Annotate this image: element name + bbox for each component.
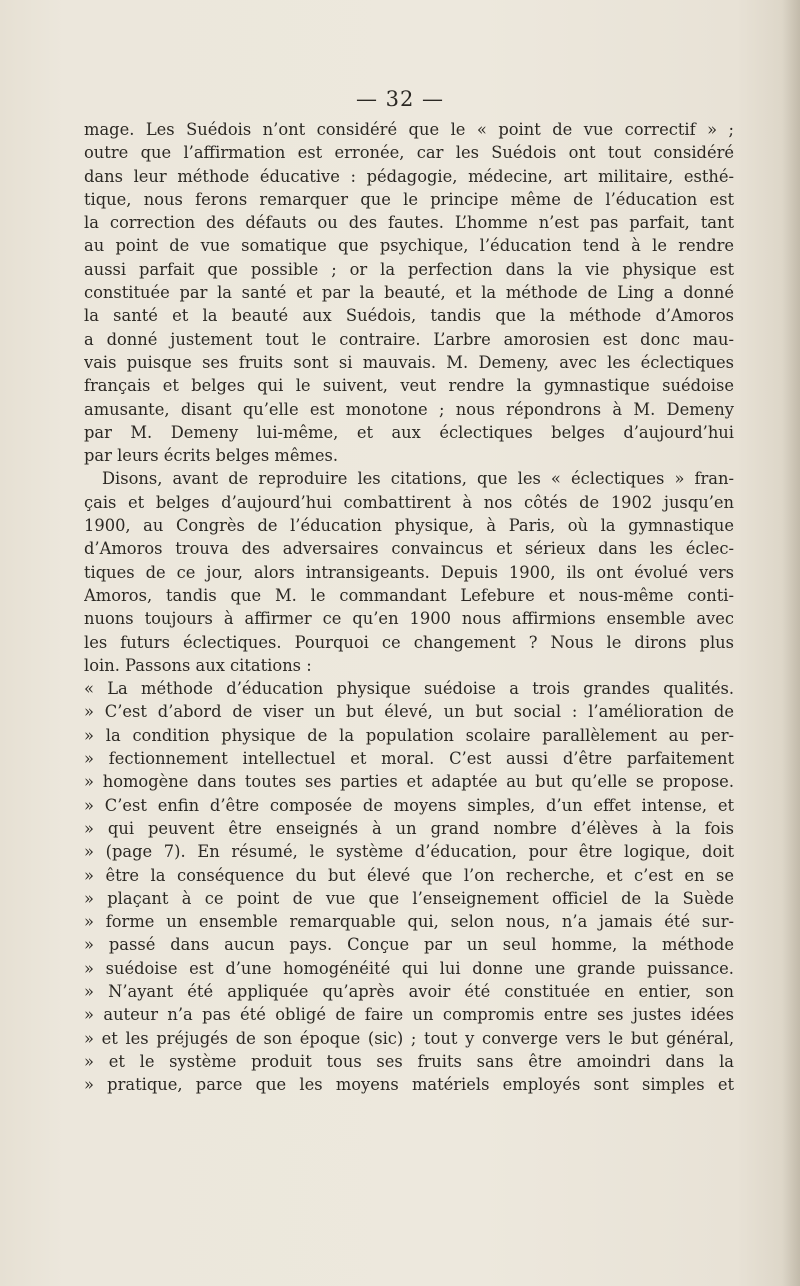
text-line: mage. Les Suédois n’ont considéré que le « point de vue correctif » ; xyxy=(84,120,734,139)
text-line: loin. Passons aux citations : xyxy=(84,655,312,675)
text-line: » qui peuvent être enseignés à un grand nombre d’élèves à la fois xyxy=(84,818,734,838)
text-line: » la condition physique de la population scolaire parallèlement au per- xyxy=(84,725,734,745)
text-line: » N’ayant été appliquée qu’après avoir été constituée en entier, son xyxy=(84,981,734,1001)
text-line: tiques de ce jour, alors intransigeants. Depuis 1900, ils ont évolué vers xyxy=(84,562,734,582)
text-line: par M. Demeny lui-même, et aux éclectiques belges d’aujourd’hui xyxy=(84,422,734,442)
body-text xyxy=(84,118,734,1096)
text-line: » passé dans aucun pays. Conçue par un seul homme, la méthode xyxy=(84,935,734,955)
text-line: Amoros, tandis que M. le commandant Lefebure et nous-même conti- xyxy=(84,585,734,605)
text-line: » forme un ensemble remarquable qui, selon nous, n’a jamais été sur- xyxy=(84,912,734,932)
text-line: par leurs écrits belges mêmes. xyxy=(84,446,339,466)
text-line: » fectionnement intellectuel et moral. C’est aussi d’être parfaitement xyxy=(84,749,734,769)
text-line: » et les préjugés de son époque (sic) ; tout y converge vers le but général, xyxy=(84,1028,734,1048)
text-line: Disons, avant de reproduire les citations, que les « éclectiques » fran- xyxy=(102,469,734,489)
text-line: » C’est enfin d’être composée de moyens simples, d’un effet intense, et xyxy=(84,795,734,815)
text-line: dans leur méthode éducative : pédagogie, médecine, art militaire, esthé- xyxy=(84,166,734,186)
text-line: çais et belges d’aujourd’hui combattirent à nos côtés de 1902 jusqu’en xyxy=(84,492,734,512)
text-line: amusante, disant qu’elle est monotone ; nous répondrons à M. Demeny xyxy=(84,399,734,419)
text-line: « La méthode d’éducation physique suédoise a trois grandes qualités. xyxy=(84,679,734,699)
text-line: tique, nous ferons remarquer que le principe même de l’éducation est xyxy=(84,189,734,209)
text-line: d’Amoros trouva des adversaires convaincus et sérieux dans les éclec- xyxy=(84,539,734,559)
text-line: » (page 7). En résumé, le système d’éducation, pour être logique, doit xyxy=(84,842,734,862)
text-line: au point de vue somatique que psychique, l’éducation tend à le rendre xyxy=(84,236,734,256)
text-line: » auteur n’a pas été obligé de faire un compromis entre ses justes idées xyxy=(84,1005,734,1025)
text-line: français et belges qui le suivent, veut rendre la gymnastique suédoise xyxy=(84,376,734,396)
text-line: outre que l’affirmation est erronée, car les Suédois ont tout considéré xyxy=(84,143,734,163)
text-line: » être la conséquence du but élevé que l’on recherche, et c’est en se xyxy=(84,865,734,885)
text-line: » suédoise est d’une homogénéité qui lui donne une grande puissance. xyxy=(84,958,734,978)
text-line: la correction des défauts ou des fautes. L’homme n’est pas parfait, tant xyxy=(84,213,734,233)
text-line: a donné justement tout le contraire. L’arbre amorosien est donc mau- xyxy=(84,329,734,349)
text-line: aussi parfait que possible ; or la perfection dans la vie physique est xyxy=(84,259,734,279)
text-line: constituée par la santé et par la beauté, et la méthode de Ling a donné xyxy=(84,283,734,303)
text-line: les futurs éclectiques. Pourquoi ce changement ? Nous le dirons plus xyxy=(84,632,734,652)
text-line: » pratique, parce que les moyens matériels employés sont simples et xyxy=(84,1075,734,1095)
text-line: vais puisque ses fruits sont si mauvais. M. Demeny, avec les éclectiques xyxy=(84,352,734,372)
text-line: nuons toujours à affirmer ce qu’en 1900 nous affirmions ensemble avec xyxy=(84,609,734,629)
text-line: 1900, au Congrès de l’éducation physique, à Paris, où la gymnastique xyxy=(84,516,734,536)
text-line: » homogène dans toutes ses parties et adaptée au but qu’elle se propose. xyxy=(84,772,734,792)
text-line: » et le système produit tous ses fruits sans être amoindri dans la xyxy=(84,1051,734,1071)
text-line: » plaçant à ce point de vue que l’enseignement officiel de la Suède xyxy=(84,888,734,908)
text-line: la santé et la beauté aux Suédois, tandis que la méthode d’Amoros xyxy=(84,306,734,326)
text-line: » C’est d’abord de viser un but élevé, un but social : l’amélioration de xyxy=(84,702,734,722)
page-edge-shadow xyxy=(782,0,800,1286)
page-number: — 32 — xyxy=(355,87,445,111)
